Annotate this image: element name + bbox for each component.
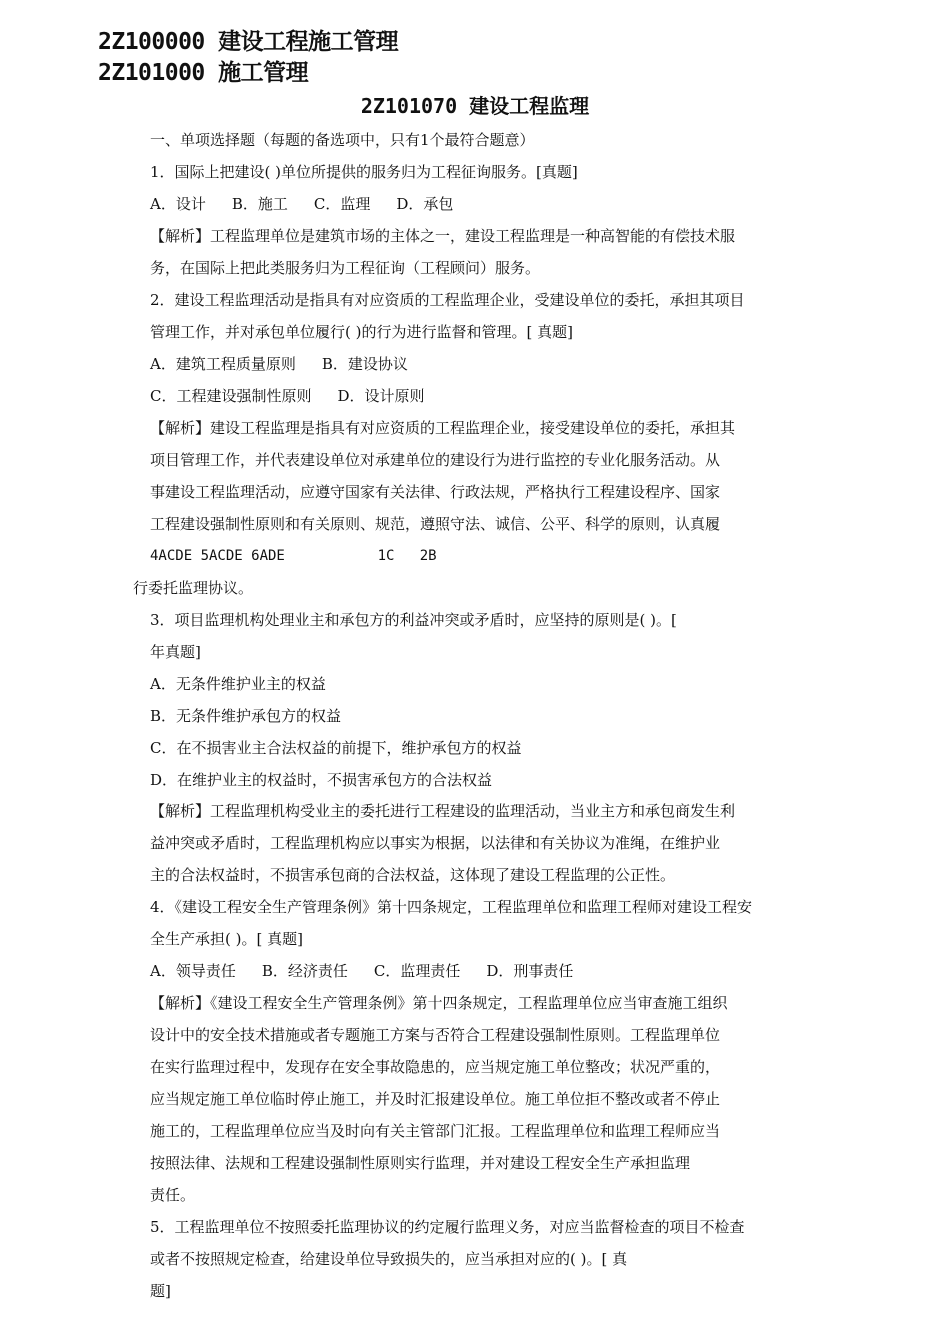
- q4-analysis-line: 按照法律、法规和工程建设强制性原则实行监理，并对建设工程安全生产承担监理: [150, 1154, 691, 1172]
- q2-stem-line: 管理工作，并对承包单位履行( )的行为进行监督和管理。[ 真题]: [150, 323, 573, 341]
- q1-option-c: C．监理: [313, 195, 371, 213]
- answer-key-line: 4ACDE 5ACDE 6ADE 1C 2B: [150, 548, 437, 564]
- q2-analysis-line: 【解析】建设工程监理是指具有对应资质的工程监理企业，接受建设单位的委托，承担其: [150, 419, 736, 437]
- q2-option-d: D．设计原则: [337, 387, 425, 405]
- q1-option-d: D．承包: [396, 195, 454, 213]
- q3-option-b: B．无条件维护承包方的权益: [150, 707, 342, 725]
- q3-option-d: D．在维护业主的权益时，不损害承包方的合法权益: [150, 771, 493, 789]
- q4-option-b: B．经济责任: [261, 962, 348, 980]
- q4-analysis-line: 责任。: [150, 1186, 196, 1204]
- q3-stem-line: 3．项目监理机构处理业主和承包方的利益冲突或矛盾时，应坚持的原则是( )。[: [150, 611, 677, 629]
- q4-analysis-line: 施工的，工程监理单位应当及时向有关主管部门汇报。工程监理单位和监理工程师应当: [150, 1122, 721, 1140]
- q3-analysis-line: 益冲突或矛盾时，工程监理机构应以事实为根据，以法律和有关协议为准绳，在维护业: [150, 834, 721, 852]
- q2-analysis-end: 行委托监理协议。: [133, 579, 254, 597]
- heading-level-1: 2Z100000 建设工程施工管理: [98, 29, 399, 55]
- q4-analysis-line: 【解析】《建设工程安全生产管理条例》第十四条规定，工程监理单位应当审查施工组织: [150, 994, 728, 1012]
- q4-stem-line: 全生产承担( )。[ 真题]: [150, 930, 303, 948]
- q4-analysis-line: 设计中的安全技术措施或者专题施工方案与否符合工程建设强制性原则。工程监理单位: [150, 1026, 721, 1044]
- q3-analysis-line: 【解析】工程监理机构受业主的委托进行工程建设的监理活动，当业主方和承包商发生利: [150, 802, 736, 820]
- q2-option-b: B．建设协议: [321, 355, 408, 373]
- q4-option-d: D．刑事责任: [486, 962, 574, 980]
- q2-analysis-line: 事建设工程监理活动，应遵守国家有关法律、行政法规，严格执行工程建设程序、国家: [150, 483, 721, 501]
- q3-analysis-line: 主的合法权益时，不损害承包商的合法权益，这体现了建设工程监理的公正性。: [150, 866, 676, 884]
- q4-option-a: A．领导责任: [150, 962, 236, 980]
- q1-stem: 1．国际上把建设( )单位所提供的服务归为工程征询服务。[真题]: [150, 163, 578, 181]
- q3-option-a: A．无条件维护业主的权益: [150, 675, 326, 693]
- q4-analysis-line: 应当规定施工单位临时停止施工，并及时汇报建设单位。施工单位拒不整改或者不停止: [150, 1090, 721, 1108]
- q3-option-c: C．在不损害业主合法权益的前提下，维护承包方的权益: [150, 739, 522, 757]
- section-title: 2Z101070 建设工程监理: [360, 94, 590, 118]
- q1-analysis-line: 务，在国际上把此类服务归为工程征询（工程顾问）服务。: [150, 259, 541, 277]
- q2-options-row: [150, 354, 434, 374]
- q2-analysis-line: 项目管理工作，并代表建设单位对承建单位的建设行为进行监控的专业化服务活动。从: [150, 451, 721, 469]
- q1-option-b: B．施工: [231, 195, 288, 213]
- heading-level-2: 2Z101000 施工管理: [98, 60, 309, 86]
- q5-stem-line: 题]: [150, 1282, 171, 1300]
- q5-stem-line: 或者不按照规定检查，给建设单位导致损失的，应当承担对应的( )。[ 真: [150, 1250, 628, 1268]
- q2-analysis-line: 工程建设强制性原则和有关原则、规范，遵照守法、诚信、公平、科学的原则，认真履: [150, 515, 721, 533]
- q5-stem-line: 5．工程监理单位不按照委托监理协议的约定履行监理义务，对应当监督检查的项目不检查: [150, 1218, 745, 1236]
- intro-text: 一、单项选择题（每题的备选项中，只有1个最符合题意）: [150, 131, 535, 149]
- q1-analysis-line: 【解析】工程监理单位是建筑市场的主体之一，建设工程监理是一种高智能的有偿技术服: [150, 227, 736, 245]
- q2-option-c: C．工程建设强制性原则: [150, 387, 312, 405]
- q4-stem-line: 4．《建设工程安全生产管理条例》第十四条规定，工程监理单位和监理工程师对建设工程安: [150, 898, 753, 916]
- q4-options: [150, 961, 599, 981]
- q2-option-a: A．建筑工程质量原则: [150, 355, 296, 373]
- q4-option-c: C．监理责任: [373, 962, 461, 980]
- q1-option-a: A．设计: [150, 195, 206, 213]
- q4-analysis-line: 在实行监理过程中，发现存在安全事故隐患的，应当规定施工单位整改；状况严重的，: [150, 1058, 721, 1076]
- q2-options-row: [150, 386, 451, 406]
- q2-stem-line: 2．建设工程监理活动是指具有对应资质的工程监理企业，受建设单位的委托，承担其项目: [150, 291, 745, 309]
- q3-stem-line: 年真题]: [150, 643, 201, 661]
- q1-options: [150, 194, 479, 214]
